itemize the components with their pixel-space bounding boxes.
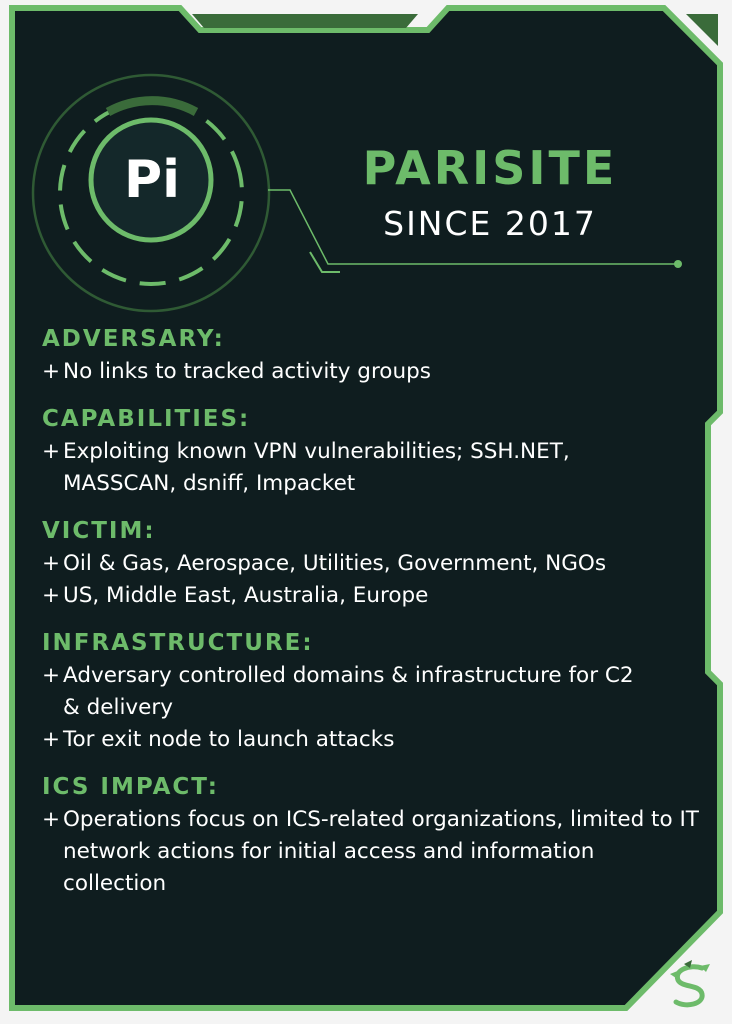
plus-icon: + [42,807,61,832]
plus-icon: + [42,663,61,688]
plus-icon: + [42,551,61,576]
bullet-item [42,660,702,724]
bullet-item [42,548,702,580]
bullet-text: Tor exit node to launch attacks [63,727,395,752]
bullet-text: No links to tracked activity groups [63,359,431,384]
bullet-text: Exploiting known VPN vulnerabilities; SSH.NET, MASSCAN, dsniff, Impacket [63,439,570,496]
top-tab [192,14,418,28]
section-ics-impact [42,770,702,900]
title-block [340,140,640,246]
section-heading: ADVERSARY: [42,326,225,352]
section-heading: CAPABILITIES: [42,406,251,432]
plus-icon: + [42,359,61,384]
page-title: PARISITE [362,141,618,195]
bullet-item [42,724,702,756]
dragon-s-logo-icon [664,960,716,1012]
plus-icon: + [42,583,61,608]
page-subtitle: SINCE 2017 [383,204,597,243]
section-heading: ICS IMPACT: [42,774,219,800]
bullet-text: Oil & Gas, Aerospace, Utilities, Government, NGOs [63,551,607,576]
section-heading: INFRASTRUCTURE: [42,630,314,656]
bullet-text: Adversary controlled domains & infrastructure for C2 & delivery [63,663,634,720]
section-infrastructure [42,626,702,756]
bullet-item [42,356,702,388]
bullet-item [42,580,702,612]
section-adversary [42,322,702,388]
sections-content [42,322,702,914]
pi-badge-text: Pi [124,150,180,210]
bullet-text: Operations focus on ICS-related organizations, limited to IT network actions for initial access and information collection [63,807,699,896]
bullet-item [42,804,702,900]
plus-icon: + [42,439,61,464]
plus-icon: + [42,727,61,752]
bullet-text: US, Middle East, Australia, Europe [63,583,429,608]
section-victim [42,514,702,612]
section-heading: VICTIM: [42,518,156,544]
section-capabilities [42,402,702,500]
bullet-item [42,436,702,500]
